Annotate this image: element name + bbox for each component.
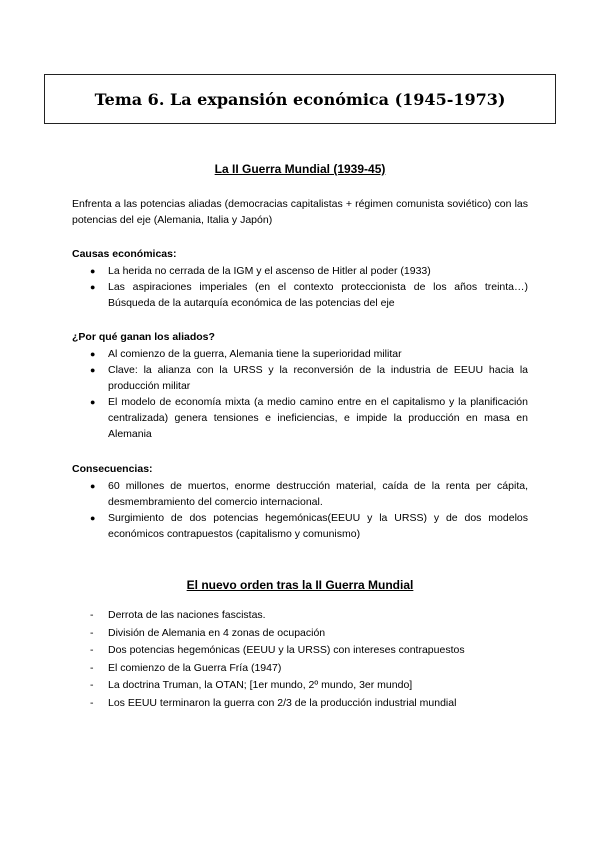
causas-heading: Causas económicas: <box>72 248 177 260</box>
dash-icon: - <box>90 609 94 621</box>
dash-icon: - <box>90 679 94 691</box>
title-box <box>44 74 556 124</box>
list-item: - Derrota de las naciones fascistas. <box>90 609 266 621</box>
document-title: Tema 6. La expansión económica (1945-1973) <box>94 89 506 109</box>
intro-paragraph: Enfrenta a las potencias aliadas (democracias capitalistas + régimen comunista soviético) con las potencias del eje (Alemania, Italia y Japón) <box>72 198 528 226</box>
list-item: ● Surgimiento de dos potencias hegemónicas(EEUU y la URSS) y de dos modelos económicos contrapuestos (capitalismo y comunismo) <box>90 512 528 540</box>
list-item: - División de Alemania en 4 zonas de ocupación <box>90 626 326 639</box>
list-item: ● Clave: la alianza con la URSS y la reconversión de la industria de EEUU hacia la producción militar <box>90 364 528 392</box>
list-item: - La doctrina Truman, la OTAN; [1er mundo, 2º mundo, 3er mundo] <box>90 679 413 691</box>
section-heading-nuevo-orden: El nuevo orden tras la II Guerra Mundial <box>186 578 414 592</box>
bullet-icon: ● <box>90 365 96 375</box>
list-item: - Los EEUU terminaron la guerra con 2/3 de la producción industrial mundial <box>90 696 457 709</box>
bullet-icon: ● <box>90 282 96 292</box>
aliados-heading: ¿Por qué ganan los aliados? <box>72 331 215 343</box>
aliados-list <box>72 346 528 442</box>
list-item: ● El modelo de economía mixta (a medio camino entre en el capitalismo y la planificación centralizada) genera tensiones e ineficiencias, e impide la producción en masa en Alemania <box>90 396 528 440</box>
consecuencias-heading: Consecuencias: <box>72 463 153 475</box>
bullet-icon: ● <box>90 349 96 359</box>
section-heading-segunda-guerra: La II Guerra Mundial (1939-45) <box>214 162 386 176</box>
causas-list <box>72 263 528 311</box>
list-item: ● 60 millones de muertos, enorme destrucción material, caída de la renta per cápita, desmembramiento del comercio internacional. <box>90 480 528 508</box>
consecuencias-list <box>72 478 528 542</box>
list-item: - Dos potencias hegemónicas (EEUU y la URSS) con intereses contrapuestos <box>90 644 465 656</box>
list-item: ● La herida no cerrada de la IGM y el ascenso de Hitler al poder (1933) <box>90 265 431 277</box>
dash-icon: - <box>90 644 94 656</box>
dash-icon: - <box>90 696 94 709</box>
dash-icon: - <box>90 661 94 674</box>
bullet-icon: ● <box>90 513 96 523</box>
list-item: - El comienzo de la Guerra Fría (1947) <box>90 661 282 674</box>
nuevo-orden-list <box>72 607 528 712</box>
bullet-icon: ● <box>90 266 96 276</box>
list-item: ● Las aspiraciones imperiales (en el contexto proteccionista de los años treinta…) Búsqueda de la autarquía económica de las potencias del eje <box>90 281 528 309</box>
dash-icon: - <box>90 626 94 639</box>
bullet-icon: ● <box>90 397 96 407</box>
bullet-icon: ● <box>90 481 96 491</box>
list-item: ● Al comienzo de la guerra, Alemania tiene la superioridad militar <box>90 348 402 360</box>
